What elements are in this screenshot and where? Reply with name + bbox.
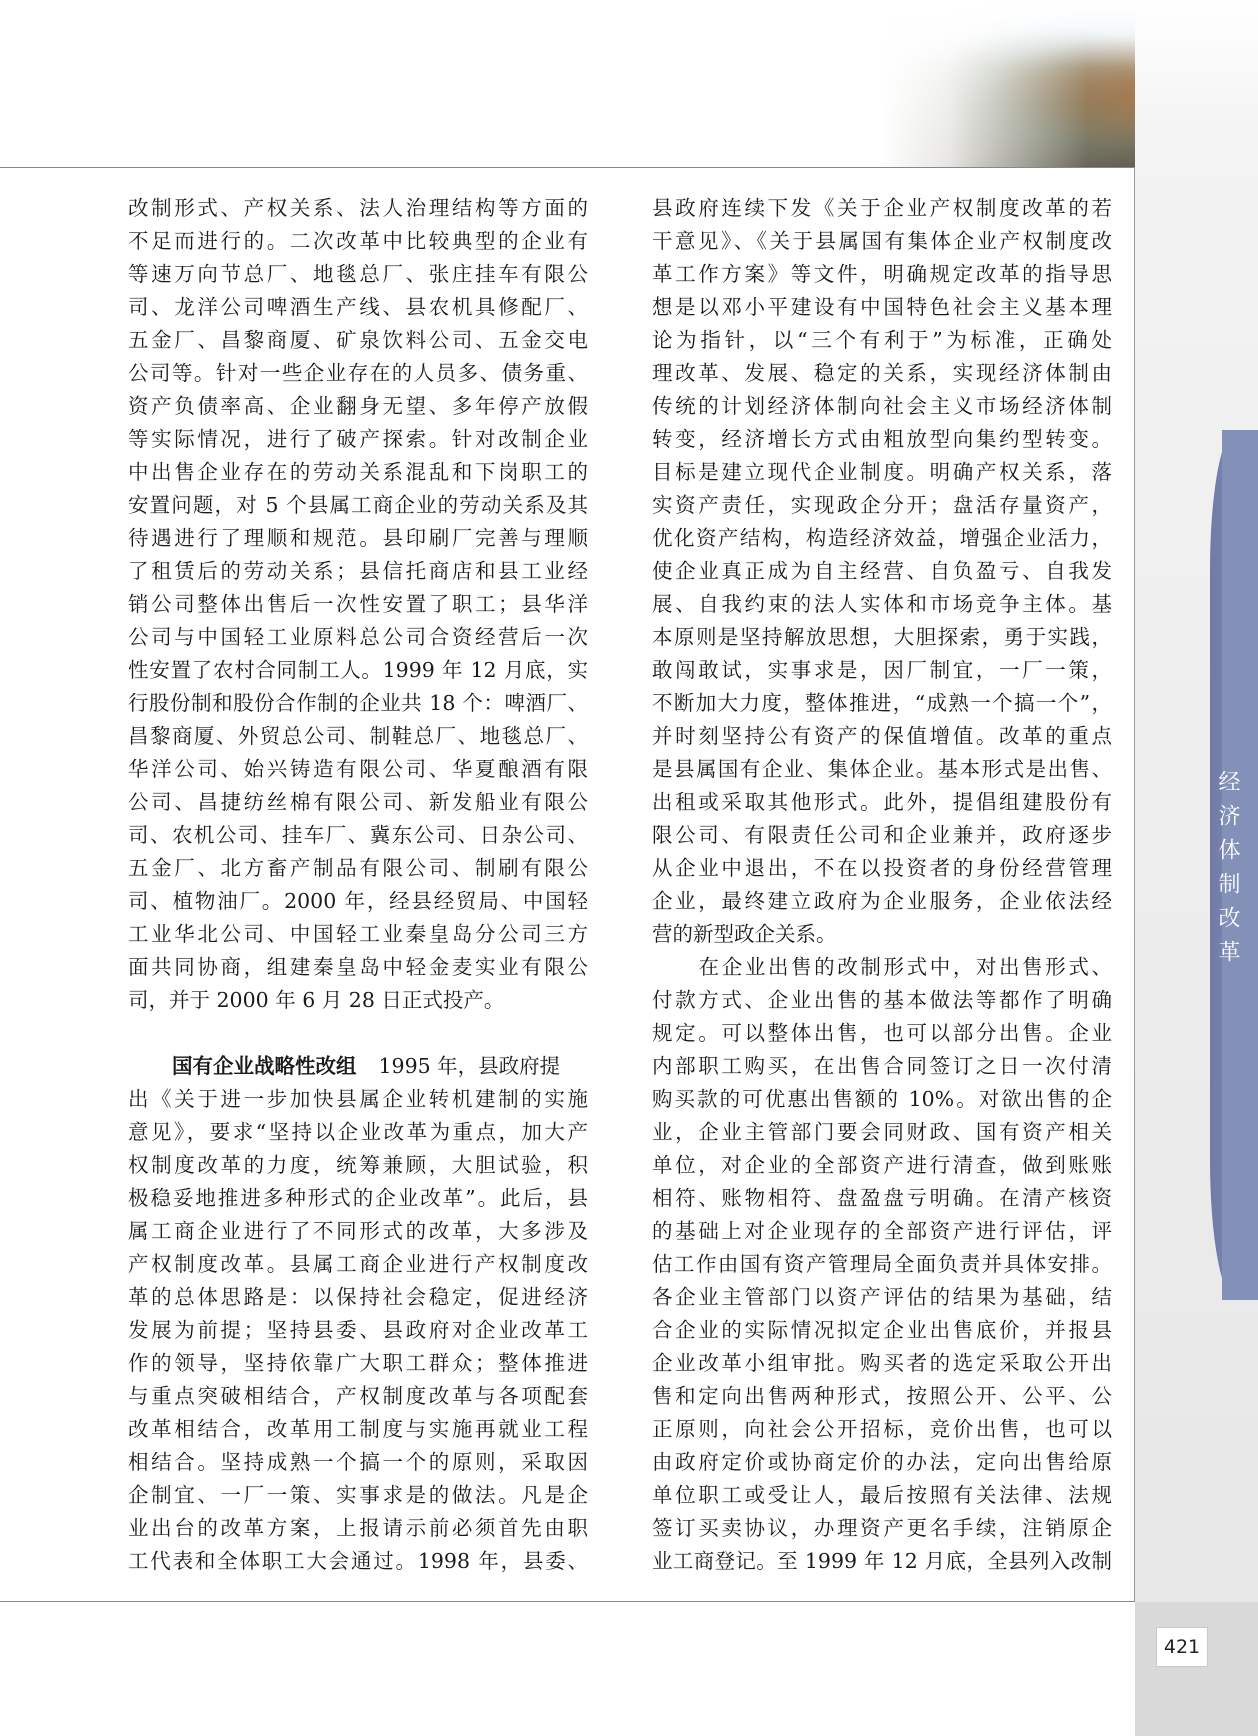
text-line: 展、自我约束的法人实体和市场竞争主体。基 (652, 592, 1112, 616)
text-line: 内部职工购买，在出售合同签订之日一次付清 (652, 1054, 1112, 1078)
text-line: 安置问题，对 5 个县属工商企业的劳动关系及其 (128, 493, 588, 517)
heading-line (128, 1050, 588, 1083)
text-line: 优化资产结构，构造经济效益，增强企业活力， (652, 526, 1112, 550)
text-line: 工业华北公司、中国轻工业秦皇岛分公司三方 (128, 922, 588, 946)
text-line (652, 951, 1112, 984)
text-line: 营的新型政企关系。 (652, 922, 837, 946)
text-line: 单位，对企业的全部资产进行清查，做到账账 (652, 1153, 1112, 1177)
text-line: 限公司、有限责任公司和企业兼并，政府逐步 (652, 823, 1112, 847)
text-line: 论为指针，以“三个有利于”为标准，正确处 (652, 328, 1112, 352)
text-line: 产权制度改革。县属工商企业进行产权制度改 (128, 1252, 588, 1276)
text-line: 行股份制和股份合作制的企业共 18 个：啤酒厂、 (128, 691, 588, 715)
text-line: 工代表和全体职工大会通过。1998 年，县委、 (128, 1549, 588, 1573)
text-line: 售和定向出售两种形式，按照公开、公平、公 (652, 1384, 1112, 1408)
text-line: 司、龙洋公司啤酒生产线、县农机具修配厂、 (128, 295, 588, 319)
text-line: 了租赁后的劳动关系；县信托商店和县工业经 (128, 559, 588, 583)
right-column (652, 192, 1112, 1578)
text-line: 企制宜、一厂一策、实事求是的做法。凡是企 (128, 1483, 588, 1507)
heading-line-text: 1995 年，县政府提 (378, 1054, 561, 1078)
text-line: 目标是建立现代企业制度。明确产权关系，落 (652, 460, 1112, 484)
text-line: 从企业中退出，不在以投资者的身份经营管理 (652, 856, 1112, 880)
text-line: 不足而进行的。二次改革中比较典型的企业有 (128, 229, 588, 253)
text-line: 由政府定价或协商定价的办法，定向出售给原 (652, 1450, 1112, 1474)
text-line: 属工商企业进行了不同形式的改革，大多涉及 (128, 1219, 588, 1243)
text-line: 企业改革小组审批。购买者的选定采取公开出 (652, 1351, 1112, 1375)
text-line: 面共同协商，组建秦皇岛中轻金麦实业有限公 (128, 955, 588, 979)
text-line: 改制形式、产权关系、法人治理结构等方面的 (128, 196, 588, 220)
text-line: 并时刻坚持公有资产的保值增值。改革的重点 (652, 724, 1112, 748)
text-line: 签订买卖协议，办理资产更名手续，注销原企 (652, 1516, 1112, 1540)
text-line: 资产负债率高、企业翻身无望、多年停产放假 (128, 394, 588, 418)
text-line: 革的总体思路是：以保持社会稳定，促进经济 (128, 1285, 588, 1309)
text-line: 企业，最终建立政府为企业服务，企业依法经 (652, 889, 1112, 913)
left-column (128, 192, 588, 1578)
text-line: 权制度改革的力度，统筹兼顾，大胆试验，积 (128, 1153, 588, 1177)
text-line: 干意见》、《关于县属国有集体企业产权制度改 (652, 229, 1112, 253)
text-line: 转变，经济增长方式由粗放型向集约型转变。 (652, 427, 1112, 451)
text-line: 规定。可以整体出售，也可以部分出售。企业 (652, 1021, 1112, 1045)
right-paragraph-1 (652, 192, 1112, 951)
text-line: 本原则是坚持解放思想，大胆探索，勇于实践， (652, 625, 1112, 649)
text-line: 是县属国有企业、集体企业。基本形式是出售、 (652, 757, 1112, 781)
text-line: 理改革、发展、稳定的关系，实现经济体制由 (652, 361, 1112, 385)
text-line: 意见》，要求“坚持以企业改革为重点，加大产 (128, 1120, 588, 1144)
text-line: 不断加大力度，整体推进，“成熟一个搞一个”， (652, 691, 1112, 715)
text-line: 业工商登记。至 1999 年 12 月底，全县列入改制 (652, 1549, 1112, 1573)
text-line: 中出售企业存在的劳动关系混乱和下岗职工的 (128, 460, 588, 484)
text-line: 敢闯敢试，实事求是，因厂制宜，一厂一策， (652, 658, 1112, 682)
footer-content-area (0, 1602, 1135, 1736)
section-heading: 国有企业战略性改组 (172, 1054, 357, 1078)
text-line: 传统的计划经济体制向社会主义市场经济体制 (652, 394, 1112, 418)
text-line: 公司等。针对一些企业存在的人员多、债务重、 (128, 361, 588, 385)
text-line: 公司、昌捷纺丝棉有限公司、新发船业有限公 (128, 790, 588, 814)
page-number: 421 (1156, 1627, 1208, 1667)
text-line: 估工作由国有资产管理局全面负责并具体安排。 (652, 1252, 1112, 1276)
text-line: 销公司整体出售后一次性安置了职工；县华洋 (128, 592, 588, 616)
text-line: 性安置了农村合同制工人。1999 年 12 月底，实 (128, 658, 588, 682)
text-line: 想是以邓小平建设有中国特色社会主义基本理 (652, 295, 1112, 319)
section-tab-label: 经济体制改革 (1215, 770, 1240, 974)
text-line: 出租或采取其他形式。此外，提倡组建股份有 (652, 790, 1112, 814)
content-right-rule (1134, 167, 1135, 1602)
text-line: 五金厂、昌黎商厦、矿泉饮料公司、五金交电 (128, 328, 588, 352)
text-line: 业，企业主管部门要会同财政、国有资产相关 (652, 1120, 1112, 1144)
right-paragraph-2 (652, 951, 1112, 1578)
text-line: 的基础上对企业现存的全部资产进行评估，评 (652, 1219, 1112, 1243)
text-line: 出《关于进一步加快县属企业转机建制的实施 (128, 1087, 588, 1111)
text-line: 等速万向节总厂、地毯总厂、张庄挂车有限公 (128, 262, 588, 286)
text-line: 司、农机公司、挂车厂、冀东公司、日杂公司、 (128, 823, 588, 847)
text-line: 合企业的实际情况拟定企业出售底价，并报县 (652, 1318, 1112, 1342)
text-line: 公司与中国轻工业原料总公司合资经营后一次 (128, 625, 588, 649)
text-line: 付款方式、企业出售的基本做法等都作了明确 (652, 988, 1112, 1012)
text-line: 司，并于 2000 年 6 月 28 日正式投产。 (128, 988, 505, 1012)
text-line: 县政府连续下发《关于企业产权制度改革的若 (652, 196, 1112, 220)
text-line: 昌黎商厦、外贸总公司、制鞋总厂、地毯总厂、 (128, 724, 588, 748)
text-line: 各企业主管部门以资产评估的结果为基础，结 (652, 1285, 1112, 1309)
text-line: 相结合。坚持成熟一个搞一个的原则，采取因 (128, 1450, 588, 1474)
text-line: 相符、账物相符、盘盈盘亏明确。在清产核资 (652, 1186, 1112, 1210)
text-line: 待遇进行了理顺和规范。县印刷厂完善与理顺 (128, 526, 588, 550)
text-line: 革工作方案》等文件，明确规定改革的指导思 (652, 262, 1112, 286)
header-rule (0, 167, 1135, 168)
paragraph-gap (128, 1017, 588, 1050)
left-paragraph-2 (128, 1050, 588, 1578)
text-line: 正原则，向社会公开招标，竞价出售，也可以 (652, 1417, 1112, 1441)
left-paragraph-1 (128, 192, 588, 1017)
text-line: 业出台的改革方案，上报请示前必须首先由职 (128, 1516, 588, 1540)
text-line: 购买款的可优惠出售额的 10%。对欲出售的企 (652, 1087, 1112, 1111)
text-line: 改革相结合，改革用工制度与实施再就业工程 (128, 1417, 588, 1441)
text-line: 单位职工或受让人，最后按照有关法律、法规 (652, 1483, 1112, 1507)
paragraph-first-line: 在企业出售的改制形式中，对出售形式、 (696, 955, 1112, 979)
text-line: 发展为前提；坚持县委、县政府对企业改革工 (128, 1318, 588, 1342)
text-line: 五金厂、北方畜产制品有限公司、制刷有限公 (128, 856, 588, 880)
text-line: 使企业真正成为自主经营、自负盈亏、自我发 (652, 559, 1112, 583)
text-line: 与重点突破相结合，产权制度改革与各项配套 (128, 1384, 588, 1408)
text-line: 等实际情况，进行了破产探索。针对改制企业 (128, 427, 588, 451)
footer-rule (0, 1601, 1135, 1602)
text-line: 司、植物油厂。2000 年，经县经贸局、中国轻 (128, 889, 588, 913)
text-line: 极稳妥地推进多种形式的企业改革”。此后，县 (128, 1186, 588, 1210)
text-line: 华洋公司、始兴铸造有限公司、华夏酿酒有限 (128, 757, 588, 781)
text-line: 作的领导，坚持依靠广大职工群众；整体推进 (128, 1351, 588, 1375)
text-line: 实资产责任，实现政企分开；盘活存量资产， (652, 493, 1112, 517)
